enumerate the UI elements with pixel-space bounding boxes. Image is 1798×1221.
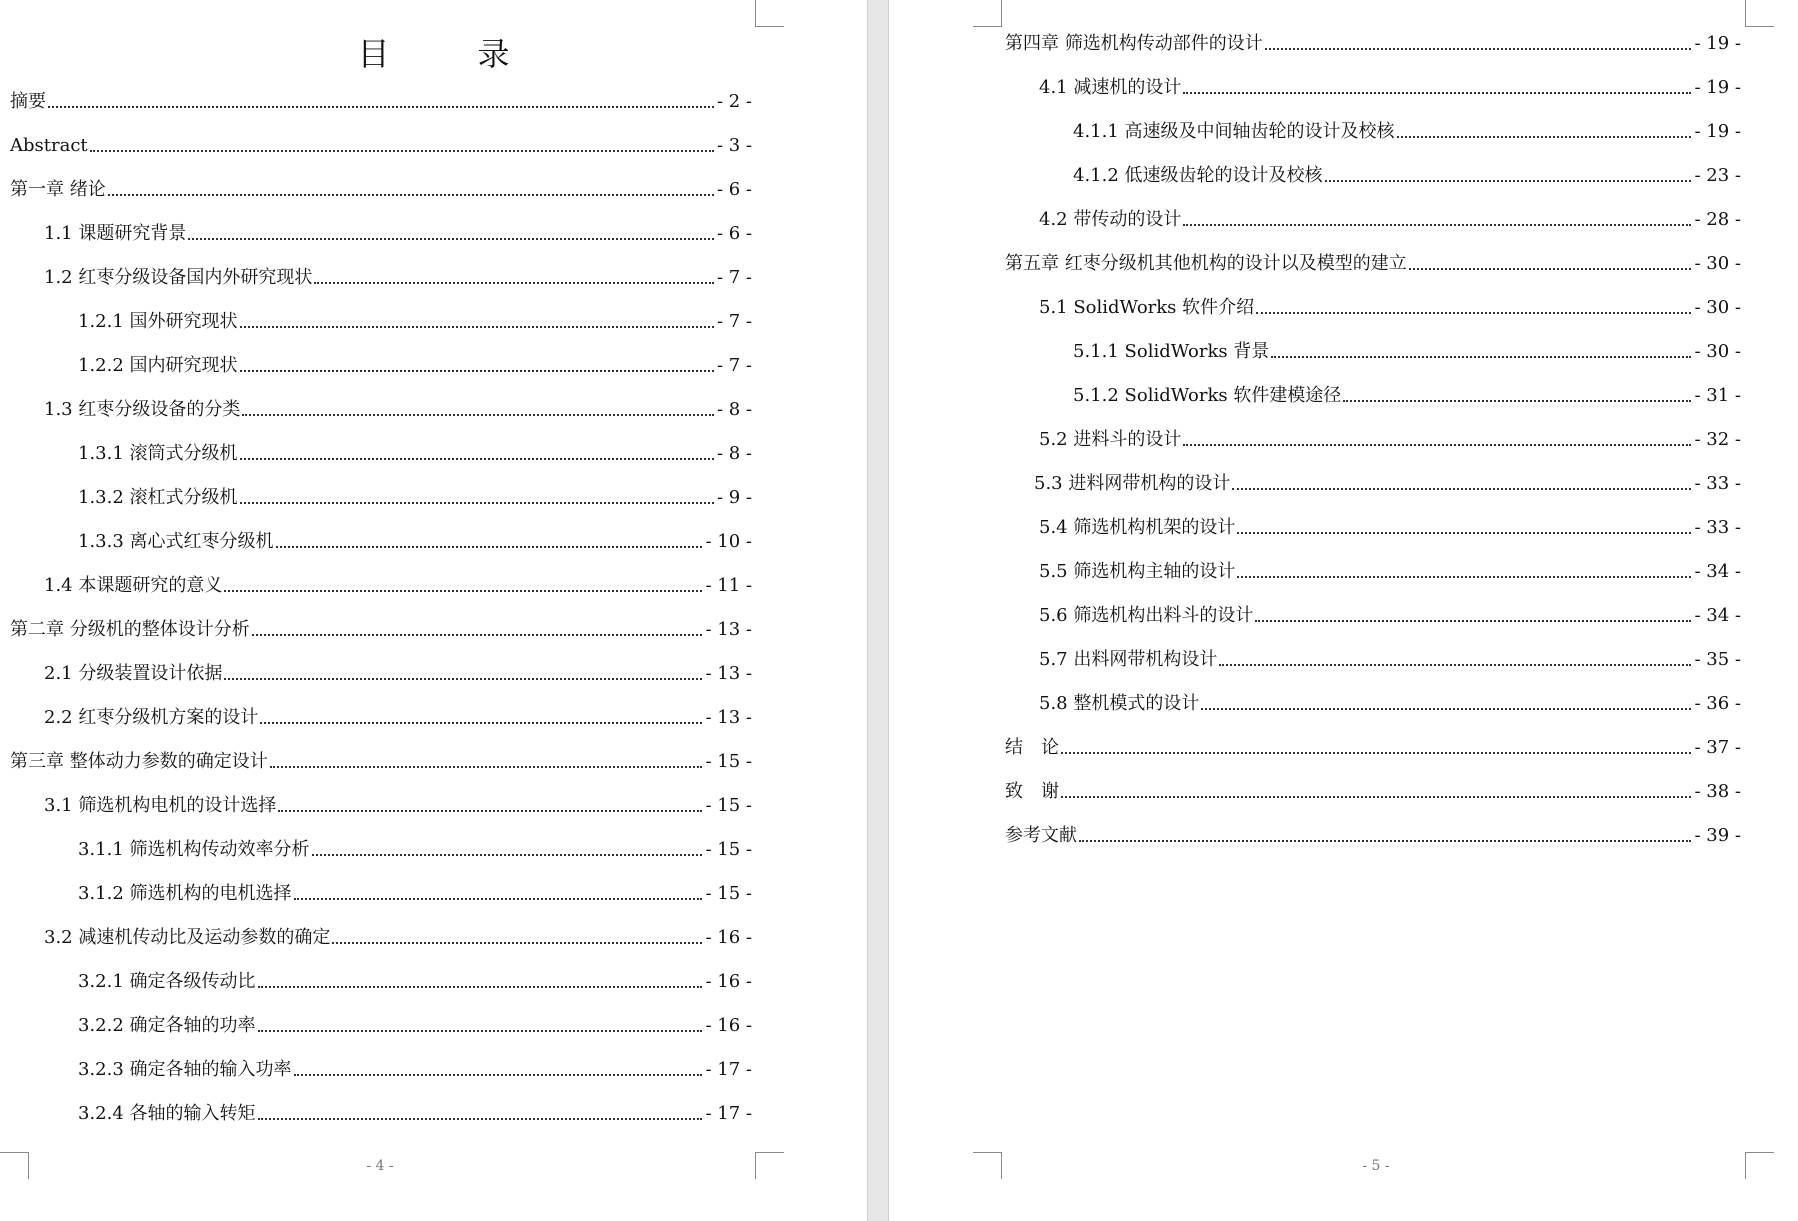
toc-dot-leader (240, 370, 714, 372)
toc-page-number: - 13 - (705, 707, 752, 728)
toc-page-number: - 13 - (705, 663, 752, 684)
toc-page-number: - 17 - (705, 1103, 752, 1124)
toc-entry[interactable] (1034, 466, 1741, 496)
toc-entry[interactable] (44, 392, 752, 422)
toc-entry-text: 1.3 红枣分级设备的分类 (44, 399, 241, 420)
toc-entry-text: 5.5 筛选机构主轴的设计 (1039, 561, 1236, 582)
toc-page-number: - 15 - (705, 883, 752, 904)
toc-entry-text: 第二章 分级机的整体设计分析 (10, 619, 250, 640)
toc-page-number: - 33 - (1694, 473, 1741, 494)
toc-entry[interactable] (78, 436, 752, 466)
toc-entry[interactable] (1073, 378, 1741, 408)
toc-page-number: - 35 - (1694, 649, 1741, 670)
toc-entry[interactable] (44, 216, 752, 246)
toc-entry-text: 1.2.2 国内研究现状 (78, 355, 238, 376)
toc-entry-text: Abstract (10, 135, 88, 156)
toc-entry[interactable] (44, 260, 752, 290)
gutter-edge-left (867, 0, 868, 1221)
toc-page-number: - 2 - (716, 91, 752, 112)
toc-dot-leader (294, 1074, 703, 1076)
toc-dot-leader (1183, 444, 1691, 446)
toc-dot-leader (1219, 664, 1691, 666)
toc-page-number: - 37 - (1694, 737, 1741, 758)
toc-entry[interactable] (10, 172, 752, 202)
toc-page-number: - 8 - (716, 443, 752, 464)
toc-entry-text: 4.1 减速机的设计 (1039, 77, 1182, 98)
toc-entry[interactable] (44, 700, 752, 730)
toc-entry-text: 第三章 整体动力参数的确定设计 (10, 751, 268, 772)
toc-entry-text: 第四章 筛选机构传动部件的设计 (1005, 33, 1263, 54)
toc-dot-leader (1237, 532, 1691, 534)
toc-entry[interactable] (1005, 818, 1741, 848)
toc-entry[interactable] (1039, 598, 1741, 628)
toc-dot-leader (1237, 576, 1691, 578)
toc-entry[interactable] (1039, 642, 1741, 672)
toc-page-number: - 34 - (1694, 605, 1741, 626)
crop-mark-bottom-left (0, 1152, 29, 1179)
toc-entry-text: 4.1.2 低速级齿轮的设计及校核 (1073, 165, 1323, 186)
toc-page-number: - 34 - (1694, 561, 1741, 582)
toc-entry[interactable] (1005, 246, 1741, 276)
toc-entry-text: 5.1 SolidWorks 软件介绍 (1039, 297, 1255, 318)
toc-page-number: - 16 - (705, 1015, 752, 1036)
toc-entry-text: 3.2.1 确定各级传动比 (78, 971, 256, 992)
document-page-4 (0, 0, 867, 1221)
toc-entry[interactable] (78, 480, 752, 510)
toc-entry-text: 5.1.2 SolidWorks 软件建模途径 (1073, 385, 1342, 406)
toc-entry[interactable] (78, 348, 752, 378)
toc-page-number: - 11 - (705, 575, 752, 596)
toc-entry-text: 3.2.3 确定各轴的输入功率 (78, 1059, 292, 1080)
toc-entry-text: 3.1.1 筛选机构传动效率分析 (78, 839, 310, 860)
toc-page-number: - 15 - (705, 795, 752, 816)
crop-mark-top-right (755, 0, 784, 27)
toc-entry-text: 致 谢 (1005, 781, 1059, 802)
toc-dot-leader (1061, 752, 1691, 754)
toc-entry-text: 5.1.1 SolidWorks 背景 (1073, 341, 1270, 362)
toc-page-number: - 30 - (1694, 297, 1741, 318)
toc-entry-text: 1.3.1 滚筒式分级机 (78, 443, 238, 464)
toc-entry[interactable] (1005, 26, 1741, 56)
toc-entry[interactable] (78, 524, 752, 554)
toc-page-number: - 13 - (705, 619, 752, 640)
toc-dot-leader (48, 106, 714, 108)
toc-dot-leader (1201, 708, 1691, 710)
toc-entry[interactable] (78, 832, 752, 862)
toc-title: 目 录 (357, 35, 538, 73)
toc-entry-text: 1.1 课题研究背景 (44, 223, 187, 244)
toc-entry[interactable] (10, 128, 752, 158)
toc-entry-text: 3.1.2 筛选机构的电机选择 (78, 883, 292, 904)
toc-entry[interactable] (44, 920, 752, 950)
toc-entry[interactable] (10, 84, 752, 114)
crop-mark-bottom-right (755, 1152, 784, 1179)
toc-entry-text: 1.2.1 国外研究现状 (78, 311, 238, 332)
toc-page-number: - 19 - (1694, 33, 1741, 54)
toc-entry-text: 2.1 分级装置设计依据 (44, 663, 223, 684)
toc-page-number: - 19 - (1694, 77, 1741, 98)
toc-entry[interactable] (78, 964, 752, 994)
toc-dot-leader (224, 590, 702, 592)
toc-entry[interactable] (1039, 686, 1741, 716)
toc-page-number: - 7 - (716, 311, 752, 332)
toc-entry[interactable] (1073, 114, 1741, 144)
toc-dot-leader (276, 546, 703, 548)
toc-entry-text: 参考文献 (1005, 825, 1077, 846)
toc-entry[interactable] (1039, 510, 1741, 540)
toc-entry[interactable] (1039, 422, 1741, 452)
toc-page-number: - 33 - (1694, 517, 1741, 538)
page-number-footer: - 5 - (1362, 1158, 1390, 1174)
toc-dot-leader (260, 722, 702, 724)
toc-dot-leader (270, 766, 703, 768)
crop-mark-top-left (973, 0, 1002, 27)
toc-entry-text: 第五章 红枣分级机其他机构的设计以及模型的建立 (1005, 253, 1407, 274)
toc-page-number: - 30 - (1694, 341, 1741, 362)
toc-page-number: - 28 - (1694, 209, 1741, 230)
toc-entry-text: 摘要 (10, 91, 46, 112)
toc-dot-leader (258, 1030, 703, 1032)
toc-dot-leader (1343, 400, 1691, 402)
toc-dot-leader (1232, 488, 1691, 490)
toc-entry-text: 5.2 进料斗的设计 (1039, 429, 1182, 450)
toc-page-number: - 32 - (1694, 429, 1741, 450)
toc-dot-leader (240, 326, 714, 328)
toc-dot-leader (1409, 268, 1692, 270)
toc-page-number: - 39 - (1694, 825, 1741, 846)
toc-dot-leader (1079, 840, 1691, 842)
toc-dot-leader (108, 194, 714, 196)
toc-page-number: - 3 - (716, 135, 752, 156)
toc-page-number: - 15 - (705, 839, 752, 860)
toc-page-number: - 6 - (716, 223, 752, 244)
toc-page-number: - 7 - (716, 267, 752, 288)
toc-dot-leader (278, 810, 702, 812)
toc-entry[interactable] (78, 1052, 752, 1082)
toc-entry-text: 4.2 带传动的设计 (1039, 209, 1182, 230)
toc-entry[interactable] (1073, 334, 1741, 364)
toc-dot-leader (188, 238, 714, 240)
toc-entry[interactable] (1039, 554, 1741, 584)
page-gutter (867, 0, 889, 1221)
toc-dot-leader (240, 502, 714, 504)
toc-dot-leader (90, 150, 714, 152)
toc-dot-leader (1255, 620, 1691, 622)
toc-dot-leader (1183, 92, 1691, 94)
crop-mark-top-right (1745, 0, 1774, 27)
toc-entry[interactable] (1039, 70, 1741, 100)
toc-entry[interactable] (10, 612, 752, 642)
toc-entry-text: 第一章 绪论 (10, 179, 106, 200)
toc-dot-leader (294, 898, 703, 900)
toc-page-number: - 31 - (1694, 385, 1741, 406)
toc-entry-text: 3.2.2 确定各轴的功率 (78, 1015, 256, 1036)
toc-page-number: - 9 - (716, 487, 752, 508)
toc-entry-text: 5.6 筛选机构出料斗的设计 (1039, 605, 1254, 626)
toc-page-number: - 15 - (705, 751, 752, 772)
toc-dot-leader (1325, 180, 1692, 182)
toc-entry[interactable] (10, 744, 752, 774)
toc-entry-text: 5.3 进料网带机构的设计 (1034, 473, 1231, 494)
toc-entry-text: 1.2 红枣分级设备国内外研究现状 (44, 267, 313, 288)
toc-page-number: - 10 - (705, 531, 752, 552)
toc-entry-text: 结 论 (1005, 737, 1059, 758)
toc-dot-leader (1397, 136, 1692, 138)
toc-entry[interactable] (1039, 202, 1741, 232)
toc-entry[interactable] (1073, 158, 1741, 188)
toc-page-number: - 36 - (1694, 693, 1741, 714)
toc-page-number: - 23 - (1694, 165, 1741, 186)
toc-entry[interactable] (44, 568, 752, 598)
toc-dot-leader (252, 634, 703, 636)
toc-page-number: - 8 - (716, 399, 752, 420)
toc-entry[interactable] (1039, 290, 1741, 320)
toc-page-number: - 19 - (1694, 121, 1741, 142)
toc-entry[interactable] (78, 1096, 752, 1126)
toc-entry[interactable] (78, 876, 752, 906)
toc-entry-text: 5.7 出料网带机构设计 (1039, 649, 1218, 670)
toc-dot-leader (312, 854, 703, 856)
toc-entry[interactable] (44, 788, 752, 818)
toc-page-number: - 30 - (1694, 253, 1741, 274)
toc-page-number: - 16 - (705, 927, 752, 948)
toc-dot-leader (332, 942, 702, 944)
crop-mark-bottom-right (1745, 1152, 1774, 1179)
crop-mark-bottom-left (973, 1152, 1002, 1179)
toc-entry-text: 4.1.1 高速级及中间轴齿轮的设计及校核 (1073, 121, 1395, 142)
toc-entry-text: 2.2 红枣分级机方案的设计 (44, 707, 259, 728)
document-page-5 (889, 0, 1798, 1221)
toc-page-number: - 17 - (705, 1059, 752, 1080)
toc-entry-text: 1.3.2 滚杠式分级机 (78, 487, 238, 508)
toc-entry[interactable] (44, 656, 752, 686)
toc-dot-leader (258, 986, 703, 988)
toc-page-number: - 16 - (705, 971, 752, 992)
toc-entry[interactable] (78, 304, 752, 334)
toc-entry[interactable] (78, 1008, 752, 1038)
toc-dot-leader (242, 414, 714, 416)
toc-dot-leader (240, 458, 714, 460)
toc-entry-text: 5.4 筛选机构机架的设计 (1039, 517, 1236, 538)
toc-entry-text: 3.2.4 各轴的输入转矩 (78, 1103, 256, 1124)
toc-dot-leader (258, 1118, 703, 1120)
toc-dot-leader (1183, 224, 1691, 226)
toc-dot-leader (1061, 796, 1691, 798)
toc-dot-leader (1265, 48, 1692, 50)
toc-entry-text: 1.3.3 离心式红枣分级机 (78, 531, 274, 552)
toc-entry-text: 3.2 减速机传动比及运动参数的确定 (44, 927, 331, 948)
toc-dot-leader (1271, 356, 1691, 358)
toc-entry[interactable] (1005, 730, 1741, 760)
toc-page-number: - 38 - (1694, 781, 1741, 802)
toc-entry-text: 1.4 本课题研究的意义 (44, 575, 223, 596)
toc-page-number: - 7 - (716, 355, 752, 376)
toc-dot-leader (1256, 312, 1691, 314)
toc-entry[interactable] (1005, 774, 1741, 804)
page-number-footer: - 4 - (366, 1158, 394, 1174)
toc-dot-leader (224, 678, 702, 680)
toc-dot-leader (314, 282, 714, 284)
toc-entry-text: 5.8 整机模式的设计 (1039, 693, 1200, 714)
toc-entry-text: 3.1 筛选机构电机的设计选择 (44, 795, 277, 816)
toc-page-number: - 6 - (716, 179, 752, 200)
